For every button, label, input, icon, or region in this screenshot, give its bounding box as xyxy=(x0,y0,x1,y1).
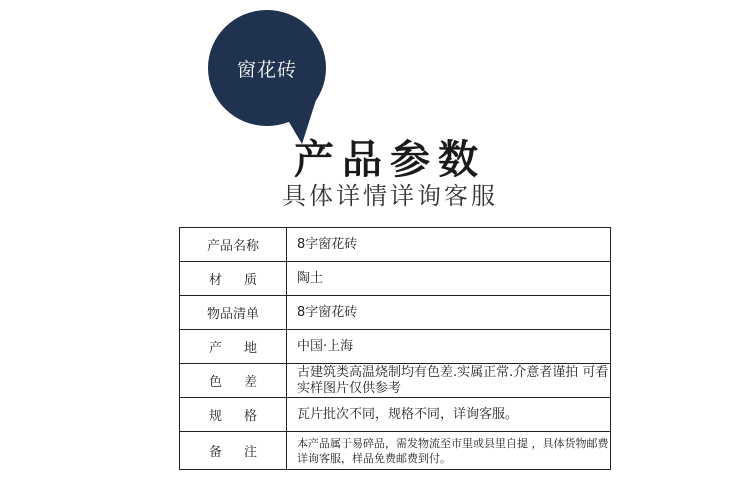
table-row xyxy=(180,330,611,364)
param-label: 材质 xyxy=(180,262,287,296)
table-row xyxy=(180,398,611,432)
param-value: 古建筑类高温烧制均有色差.实属正常.介意者谨拍 可看实样图片仅供参考 xyxy=(287,364,611,398)
param-label: 物品清单 xyxy=(180,296,287,330)
param-value: 中国·上海 xyxy=(287,330,611,364)
page-subtitle: 具体详情详询客服 xyxy=(282,182,498,210)
param-label: 色差 xyxy=(180,364,287,398)
param-value: 8字窗花砖 xyxy=(287,296,611,330)
param-label: 产地 xyxy=(180,330,287,364)
table-row xyxy=(180,228,611,262)
params-table xyxy=(179,227,611,470)
bubble-label: 窗花砖 xyxy=(236,58,297,81)
param-value: 本产品属于易碎品，需发物流至市里或县里自提 ，具体货物邮费详询客服，样品免费邮费到付。 xyxy=(287,432,611,470)
param-value: 8字窗花砖 xyxy=(287,228,611,262)
param-label: 备注 xyxy=(180,432,287,470)
page-title: 产品参数 xyxy=(294,137,486,183)
param-value: 瓦片批次不同，规格不同，详询客服。 xyxy=(287,398,611,432)
param-label: 产品名称 xyxy=(180,228,287,262)
table-row xyxy=(180,296,611,330)
table-row xyxy=(180,364,611,398)
param-value: 陶土 xyxy=(287,262,611,296)
param-label: 规格 xyxy=(180,398,287,432)
table-row xyxy=(180,432,611,470)
table-row xyxy=(180,262,611,296)
